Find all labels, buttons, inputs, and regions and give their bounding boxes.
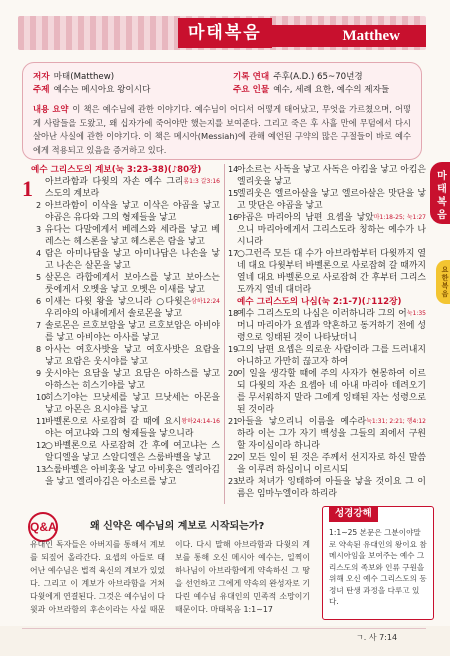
verse [228,188,426,212]
verse [228,476,426,500]
verse [36,248,220,272]
verse-text: 아사는 여호사밧을 낳고 여호사밧은 요람을 낳고 요람은 웃시야를 낳고 [45,345,220,367]
content-label: 내용 요약 [33,104,69,114]
verse-number: 14 [228,165,239,174]
content-summary [33,103,411,157]
verse [36,320,220,344]
verse-number: 21 [228,417,239,426]
content-text: 이 책은 예수님에 관한 이야기다. 예수님이 어디서 어떻게 태어났고, 무엇을 가르쳤으며, 어떻게 사람들을 도왔고, 왜 십자가에 죽어야만 했는지를 보여준다. 그리고 죽은 후 사흘 만에 무덤에서 다시 살아난 사실에 관한 이야기다. 이 책은 메시아(Messiah)에 관해 예언된 구약의 많은 구절들이 바로 예수에게 적용되고 있음을 증거하고 있다. [33,104,411,155]
date-row [233,71,363,83]
author-value: 마태(Matthew) [53,72,115,82]
verse-number: 8 [36,345,42,354]
verse-number: 9 [36,369,42,378]
insight-box [322,506,434,620]
verse [228,344,426,368]
section-heading-birth: 예수 그리스도의 나심(눅 2:1-7)(♪112장) [237,297,402,307]
cross-reference: 롬1:3 갈3:16 [183,178,220,185]
verse [36,200,220,224]
tab-matthew[interactable] [430,162,450,224]
verse-number: 12 [36,441,47,450]
cross-reference: 마1:18-25; 눅1:27 [373,214,426,221]
verse-text: 보라 처녀가 잉태하여 아들을 낳을 것이요 그 이름은 임마누엘이라 하리라 [237,477,426,499]
date-label: 기록 연대 [233,72,270,82]
theme-row [33,84,150,96]
insight-title: 성경강해 [329,506,378,522]
footer-rule [22,628,426,629]
verse-number: 13 [36,465,47,474]
verse-text: 람은 아미나답을 낳고 아미나답은 나손을 낳고 나손은 살몬을 낳고 [45,249,220,271]
verse-number: 16 [228,213,239,222]
tab-matthew-label: 마태복음 [437,171,447,221]
verse-text: 스룹바벨은 아비훗을 낳고 아비훗은 엘리아김을 낳고 엘리아김은 아소르를 낳고 [45,465,220,487]
verse [36,344,220,368]
verse-number: 15 [228,189,239,198]
verse-text: 유다는 다말에게서 베레스와 세라를 낳고 베레스는 헤스론을 낳고 헤스론은 람을 낳고 [45,225,220,247]
verse-number: 5 [36,273,42,282]
cross-reference: 눅1:35 [406,310,426,317]
verse-number: 23 [228,477,239,486]
book-info-box [22,62,422,160]
verse-text: 이 일을 생각할 때에 주의 사자가 현몽하여 이르되 다윗의 자손 요셉아 네 아내 마리아 데려오기를 무서워하지 말라 그에게 잉태된 자는 성령으로 된 것이라 [237,369,426,415]
verse-number: 10 [36,393,47,402]
verse-text: 아브라함과 다윗의 자손 예수 그리스도의 계보라 [45,177,184,199]
verse [228,212,426,248]
cross-reference: 눅1:31; 2:21; 행4:12 [366,418,426,425]
verse [36,392,220,416]
verse-text: 야곱은 마리아의 남편 요셉을 낳았으니 마리아에게서 그리스도라 칭하는 예수가 나시니라 [237,213,426,247]
cross-reference: 왕하24:14-16 [181,418,220,425]
book-title: 마태복음 [178,18,272,48]
verse-number: 3 [36,225,42,234]
qa-badge: Q&A [28,512,58,542]
persons-row [233,84,389,96]
chapter-number: 1 [22,176,33,201]
verse-number: 22 [228,453,239,462]
verse [36,416,220,440]
verse-text: 아들을 낳으리니 이름을 예수라 하라 이는 그가 자기 백성을 그들의 죄에서 구원할 자이심이라 하니라 [237,417,426,451]
verse-number: 6 [36,297,42,306]
verse-text: 이새는 다윗 왕을 낳으니라 ○다윗은 우리야의 아내에게서 솔로몬을 낳고 [45,297,192,319]
qa-box [22,508,312,616]
verse-number: 2 [36,201,42,210]
verse [228,164,426,188]
verse [36,224,220,248]
cross-reference: 삼하12:24 [191,298,220,305]
verse [36,176,220,200]
insight-body: 1:1~25 본문은 그분이야말로 약속된 유대인의 왕이요 참 메시아임을 보여주는 예수 그리스도의 족보와 인류 구원을 위해 오신 예수 그리스도의 동정녀 탄생 과정을 다루고 있다. [329,528,427,606]
qa-question: 왜 신약은 예수님의 계보로 시작되는가? [90,521,265,532]
verse-text: 이 모든 일이 된 것은 주께서 선지자로 하신 말씀을 이루려 하심이니 이르시되 [237,453,426,475]
verse-text: 예수 그리스도의 나심은 이러하니라 그의 어머니 마리아가 요셉과 약혼하고 동거하기 전에 성령으로 잉태된 것이 나타났더니 [237,309,426,343]
verse-number: 18 [228,309,239,318]
verse [228,248,426,296]
verse-text: 솔로몬은 르호보암을 낳고 르호보암은 아비야를 낳고 아비야는 아사를 낳고 [45,321,220,343]
verse-text: 웃시야는 요담을 낳고 요담은 아하스를 낳고 아하스는 히스기야를 낳고 [45,369,220,391]
theme-label: 주제 [33,85,50,95]
persons-value: 예수, 세례 요한, 예수의 제자들 [273,85,390,95]
qa-answer: 유대인 독자들은 아버지를 통해서 계보를 되짚어 올라간다. 요셉의 아들로 태어난 예수님은 법적 육신의 계보가 있었다. 그리고 이 계보가 아브라함을 거쳐 다윗에게 연결된다. 그것은 예수님이 다윗과 아브라함의 후손이라는 사실 때문이다. 다시 말해 아브라함과 다윗의 계보를 통해 오신 메시아 예수는, 일찍이 하나님이 아브라함에게 약속하신 그 땅을 선언하고 그에게 약속의 완성자로 기다린 예수님 유대인의 민족적 소망이기 때문이다. 마태복음 1:1~17 [30,540,310,614]
verse-text: 그의 남편 요셉은 의로운 사람이라 그를 드러내지 아니하고 가만히 끊고자 하여 [237,345,426,367]
theme-value: 예수는 메시아요 왕이시다 [53,85,151,95]
verse-text: 살몬은 라합에게서 보아스를 낳고 보아스는 룻에게서 오벳을 낳고 오벳은 이새를 낳고 [45,273,220,295]
date-value: 주후(A.D.) 65~70년경 [273,72,363,82]
left-verses [36,176,220,488]
verse [228,416,426,452]
verse-text: 히스기야는 므낫세를 낳고 므낫세는 아몬을 낳고 아몬은 요시야를 낳고 [45,393,220,415]
verse-number: 7 [36,321,42,330]
right-verses-b [228,308,426,500]
tab-john-label: 요한복음 [441,266,449,298]
verse-number: 19 [228,345,239,354]
verse [36,368,220,392]
verse-text: 아소르는 사독을 낳고 사독은 아킴을 낳고 아킴은 엘리웃을 낳고 [237,165,426,187]
verse-text: 바벨론으로 사로잡혀 갈 때에 요시야는 여고냐와 그의 형제들을 낳으니라 [45,417,194,439]
verse [36,272,220,296]
chapter-block [22,176,220,488]
verse-text: ○그런즉 모든 대 수가 아브라함부터 다윗까지 열네 대요 다윗부터 바벨론으로 사로잡혀 갈 때까지 열네 대요 바벨론으로 사로잡혀 간 후부터 그리스도까지 열네 대더라 [237,249,426,295]
verse [36,464,220,488]
author-label: 저자 [33,72,50,82]
book-title-en: Matthew [342,28,400,44]
section-heading-genealogy: 예수 그리스도의 계보(눅 3:23-38)(♪80장) [31,165,202,175]
book-header [18,8,426,56]
verse [228,452,426,476]
page-footer [0,626,450,656]
verse-number: 4 [36,249,42,258]
right-column [228,164,426,500]
verse-text: ○바벨론으로 사로잡혀 간 후에 여고냐는 스알디엘을 낳고 스알디엘은 스룹바벨을 낳고 [45,441,220,463]
persons-label: 주요 인물 [233,85,270,95]
right-verses-a [228,164,426,296]
verse [36,296,220,320]
left-column [22,164,220,488]
verse-number: 11 [36,417,47,426]
author-row [33,71,114,83]
verse-number: 17 [228,249,239,258]
tab-john[interactable] [436,260,450,304]
verse-text: 아브라함이 이삭을 낳고 이삭은 야곱을 낳고 야곱은 유다와 그의 형제들을 낳고 [45,201,220,223]
verse [228,308,426,344]
verse [36,440,220,464]
footnote: ㄱ. 사 7:14 [356,633,398,642]
column-divider [224,164,225,504]
verse [228,368,426,416]
verse-number: 20 [228,369,239,378]
verse-text: 엘리웃은 엘르아살을 낳고 엘르아살은 맛단을 낳고 맛단은 야곱을 낳고 [237,189,426,211]
